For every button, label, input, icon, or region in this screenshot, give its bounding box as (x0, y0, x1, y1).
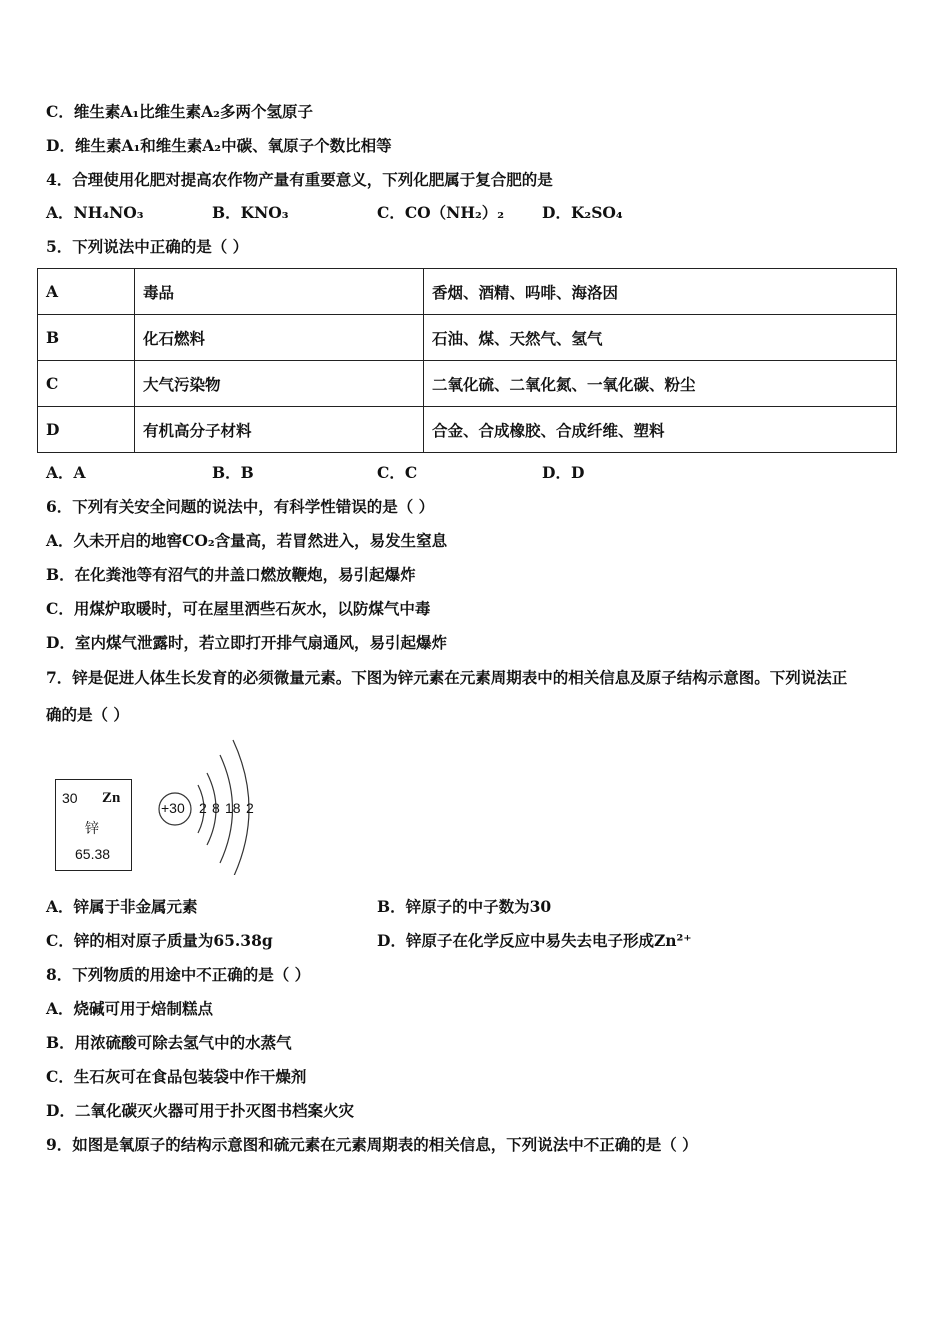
nucleus-charge: +30 (161, 800, 185, 816)
q5-option-b: B．B (212, 463, 254, 482)
q7-option-d: D．锌原子在化学反应中易失去电子形成Zn²⁺ (377, 931, 692, 950)
table-cell: B (38, 315, 135, 361)
element-name: 锌 (85, 820, 99, 836)
q6-option-b: B．在化粪池等有沼气的井盖口燃放鞭炮，易引起爆炸 (46, 565, 416, 584)
table-row (38, 269, 897, 315)
table-cell: A (38, 269, 135, 315)
q6-option-a: A．久未开启的地窖CO₂含量高，若冒然进入，易发生窒息 (46, 531, 448, 550)
q4-option-a: A．NH₄NO₃ (46, 203, 144, 222)
table-row (38, 315, 897, 361)
q7-option-c: C．锌的相对原子质量为65.38g (46, 931, 273, 950)
atomic-mass: 65.38 (75, 846, 111, 862)
q7-option-a: A．锌属于非金属元素 (46, 897, 198, 916)
zinc-element-card (55, 779, 132, 871)
shell-electrons: 8 (212, 800, 220, 816)
table-cell: 二氧化硫、二氧化氮、一氧化碳、粉尘 (424, 361, 897, 407)
shell-electrons: 18 (225, 800, 241, 816)
q6-option-d: D．室内煤气泄露时，若立即打开排气扇通风，易引起爆炸 (46, 633, 447, 652)
table-cell: D (38, 407, 135, 453)
q8-stem: 8．下列物质的用途中不正确的是（ ） (46, 965, 311, 984)
table-row (38, 407, 897, 453)
q7-stem-line1: 7．锌是促进人体生长发育的必须微量元素。下图为锌元素在元素周期表中的相关信息及原子结构示意图。下列说法正 (46, 668, 848, 687)
q8-option-d: D．二氧化碳灭火器可用于扑灭图书档案火灾 (46, 1101, 354, 1120)
q5-option-a: A．A (46, 463, 86, 482)
table-cell: 有机高分子材料 (135, 407, 424, 453)
q4-option-c: C．CO（NH₂）₂ (377, 203, 505, 222)
atomic-number: 30 (62, 790, 78, 806)
q5-table (37, 268, 897, 453)
table-row (38, 361, 897, 407)
table-cell: 石油、煤、天然气、氢气 (424, 315, 897, 361)
table-cell: 合金、合成橡胶、合成纤维、塑料 (424, 407, 897, 453)
q5-stem: 5．下列说法中正确的是（ ） (46, 237, 249, 256)
table-cell: C (38, 361, 135, 407)
table-cell: 大气污染物 (135, 361, 424, 407)
q7-option-b: B．锌原子的中子数为30 (377, 897, 552, 916)
q6-stem: 6．下列有关安全问题的说法中，有科学性错误的是（ ） (46, 497, 435, 516)
table-cell: 毒品 (135, 269, 424, 315)
q8-option-b: B．用浓硫酸可除去氢气中的水蒸气 (46, 1033, 292, 1052)
q3-option-d: D．维生素A₁和维生素A₂中碳、氧原子个数比相等 (46, 136, 392, 155)
table-cell: 化石燃料 (135, 315, 424, 361)
q8-option-c: C．生石灰可在食品包装袋中作干燥剂 (46, 1067, 307, 1086)
element-symbol: Zn (102, 790, 121, 806)
q3-option-c: C．维生素A₁比维生素A₂多两个氢原子 (46, 102, 313, 121)
q6-option-c: C．用煤炉取暖时，可在屋里洒些石灰水，以防煤气中毒 (46, 599, 431, 618)
q7-stem-line2: 确的是（ ） (46, 705, 129, 724)
q9-stem: 9．如图是氧原子的结构示意图和硫元素在元素周期表的相关信息，下列说法中不正确的是（ ） (46, 1135, 698, 1154)
q5-option-d: D．D (542, 463, 585, 482)
table-cell: 香烟、酒精、吗啡、海洛因 (424, 269, 897, 315)
q8-option-a: A．烧碱可用于焙制糕点 (46, 999, 214, 1018)
q4-option-b: B．KNO₃ (212, 203, 289, 222)
shell-electrons: 2 (199, 800, 207, 816)
q4-stem: 4．合理使用化肥对提高农作物产量有重要意义，下列化肥属于复合肥的是 (46, 170, 553, 189)
q5-option-c: C．C (377, 463, 418, 482)
shell-electrons: 2 (246, 800, 254, 816)
q4-option-d: D．K₂SO₄ (542, 203, 623, 222)
